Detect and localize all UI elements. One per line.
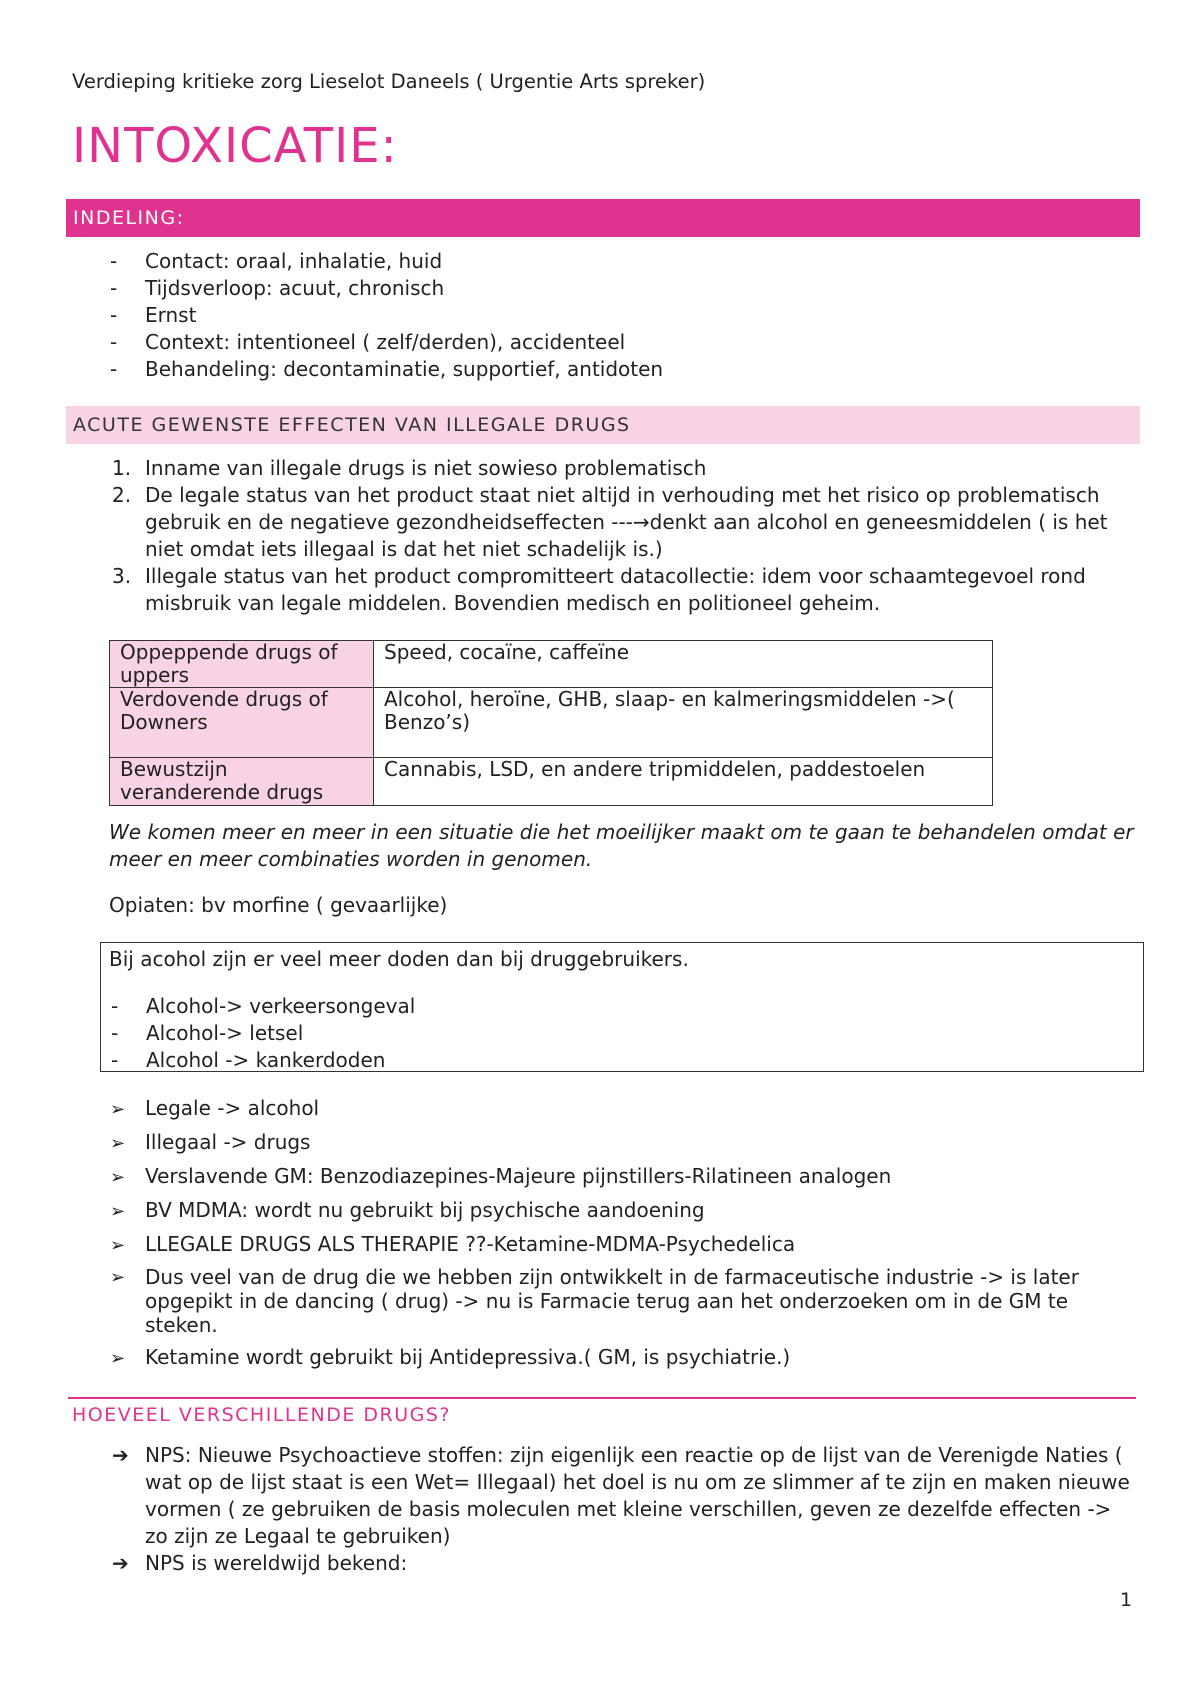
- dash-bullet-icon: -: [111, 1048, 119, 1072]
- indeling-list: [72, 248, 1132, 383]
- alcohol-list: [101, 993, 1141, 1074]
- document-title: INTOXICATIE:: [72, 118, 398, 174]
- dash-bullet-icon: -: [111, 1021, 119, 1045]
- category-cell: Verdovende drugs of Downers: [110, 688, 374, 758]
- list-item-text: Ketamine wordt gebruikt bij Antidepressiva.( GM, is psychiatrie.): [145, 1345, 791, 1369]
- list-item: [101, 1020, 1141, 1047]
- arrowhead-bullet-icon: ➢: [110, 1267, 126, 1288]
- list-item: [72, 275, 1132, 302]
- arrow-bullet-list: [72, 1095, 1132, 1378]
- arrowhead-bullet-icon: ➢: [110, 1099, 126, 1120]
- arrowhead-bullet-icon: ➢: [110, 1133, 126, 1154]
- numbered-item-text: Inname van illegale drugs is niet sowieso problematisch: [145, 456, 707, 480]
- list-item: [72, 1129, 1132, 1156]
- numbered-item-text: Illegale status van het product compromitteert datacollectie: idem voor schaamtegevoel rond misbruik van legale middelen. Bovendien medisch en politioneel geheim.: [145, 564, 1086, 615]
- dash-bullet-icon: -: [111, 994, 119, 1018]
- list-item: [72, 1197, 1132, 1224]
- section-divider: [68, 1397, 1136, 1399]
- dash-bullet-icon: -: [110, 357, 118, 381]
- list-item-text: Behandeling: decontaminatie, supportief, antidoten: [145, 357, 664, 381]
- item-number: 1.: [112, 456, 132, 480]
- numbered-item-text: De legale status van het product staat niet altijd in verhouding met het risico op problematisch gebruik en de negatieve gezondheidseffecten ---→denkt aan alcohol en geneesmiddelen ( is het niet omdat iets illegaal is dat het niet schadelijk is.): [145, 483, 1108, 561]
- list-item-text: Dus veel van de drug die we hebben zijn ontwikkelt in de farmaceutische industrie -> is later opgepikt in de dancing ( drug) -> nu is Farmacie terug aan het onderzoeken om in de GM te steken.: [145, 1265, 1079, 1337]
- category-cell: Oppeppende drugs of uppers: [110, 641, 374, 688]
- opiaten-line: Opiaten: bv morfine ( gevaarlijke): [109, 893, 448, 917]
- list-item: [72, 329, 1132, 356]
- alcohol-box: [100, 942, 1144, 1072]
- list-item-text: Context: intentioneel ( zelf/derden), accidenteel: [145, 330, 626, 354]
- table-row: [110, 688, 993, 758]
- list-item-text: Alcohol -> kankerdoden: [146, 1048, 386, 1072]
- list-item: [72, 1550, 1132, 1577]
- drug-categories-table: [109, 640, 993, 806]
- list-item: [101, 993, 1141, 1020]
- alcohol-box-intro: Bij acohol zijn er veel meer doden dan bij druggebruikers.: [109, 947, 689, 971]
- arrowhead-bullet-icon: ➢: [110, 1201, 126, 1222]
- arrow-bullet-icon: ➔: [112, 1443, 129, 1467]
- list-item: [72, 1442, 1132, 1550]
- numbered-item: [72, 563, 1132, 617]
- list-item-text: NPS: Nieuwe Psychoactieve stoffen: zijn eigenlijk een reactie op de lijst van de Verenigde Naties ( wat op de lijst staat is een Wet= Illegaal) het doel is nu om ze slimmer af te zijn en maken nieuwe vormen ( ze gebruiken de basis moleculen met kleine verschillen, geven ze dezelfde effecten -> zo zijn ze Legaal te gebruiken): [145, 1443, 1130, 1548]
- examples-cell: Speed, cocaïne, caffeïne: [374, 641, 993, 688]
- numbered-item: [72, 482, 1132, 563]
- effecten-numbered-list: [72, 455, 1132, 617]
- list-item-text: Contact: oraal, inhalatie, huid: [145, 249, 443, 273]
- list-item-text: BV MDMA: wordt nu gebruikt bij psychische aandoening: [145, 1198, 705, 1222]
- dash-bullet-icon: -: [110, 303, 118, 327]
- list-item: [72, 1231, 1132, 1258]
- section-heading-hoeveel: HOEVEEL VERSCHILLENDE DRUGS?: [72, 1404, 451, 1426]
- list-item-text: Illegaal -> drugs: [145, 1130, 311, 1154]
- item-number: 2.: [112, 483, 132, 507]
- numbered-item: [72, 455, 1132, 482]
- list-item: [72, 248, 1132, 275]
- arrowhead-bullet-icon: ➢: [110, 1167, 126, 1188]
- arrowhead-bullet-icon: ➢: [110, 1235, 126, 1256]
- list-item: [72, 1095, 1132, 1122]
- list-item: [72, 1344, 1132, 1371]
- category-cell: Bewustzijn veranderende drugs: [110, 758, 374, 806]
- list-item-text: Alcohol-> letsel: [146, 1021, 304, 1045]
- dash-bullet-icon: -: [110, 330, 118, 354]
- item-number: 3.: [112, 564, 132, 588]
- examples-cell: Alcohol, heroïne, GHB, slaap- en kalmeringsmiddelen ->( Benzo’s): [374, 688, 993, 758]
- arrow-bullet-icon: ➔: [112, 1551, 129, 1575]
- list-item-text: NPS is wereldwijd bekend:: [145, 1551, 408, 1575]
- section-heading-effecten: ACUTE GEWENSTE EFFECTEN VAN ILLEGALE DRUGS: [66, 406, 1140, 444]
- page-number: 1: [1120, 1589, 1133, 1611]
- list-item: [72, 1163, 1132, 1190]
- list-item: [101, 1047, 1141, 1074]
- table-row: [110, 641, 993, 688]
- list-item-text: Verslavende GM: Benzodiazepines-Majeure pijnstillers-Rilatineen analogen: [145, 1164, 892, 1188]
- table-row: [110, 758, 993, 806]
- nps-list: [72, 1442, 1132, 1577]
- course-header: Verdieping kritieke zorg Lieselot Daneels ( Urgentie Arts spreker): [72, 70, 706, 93]
- italic-note: We komen meer en meer in een situatie die het moeilijker maakt om te gaan te behandelen omdat er meer en meer combinaties worden in genomen.: [109, 820, 1134, 871]
- list-item: [72, 356, 1132, 383]
- examples-cell: Cannabis, LSD, en andere tripmiddelen, paddestoelen: [374, 758, 993, 806]
- list-item-text: LLEGALE DRUGS ALS THERAPIE ??-Ketamine-MDMA-Psychedelica: [145, 1232, 796, 1256]
- list-item-text: Ernst: [145, 303, 197, 327]
- arrowhead-bullet-icon: ➢: [110, 1348, 126, 1369]
- list-item-text: Alcohol-> verkeersongeval: [146, 994, 416, 1018]
- dash-bullet-icon: -: [110, 276, 118, 300]
- dash-bullet-icon: -: [110, 249, 118, 273]
- section-heading-indeling: INDELING:: [66, 199, 1140, 237]
- list-item-text: Tijdsverloop: acuut, chronisch: [145, 276, 445, 300]
- list-item: [72, 302, 1132, 329]
- list-item-text: Legale -> alcohol: [145, 1096, 320, 1120]
- list-item: [72, 1265, 1132, 1337]
